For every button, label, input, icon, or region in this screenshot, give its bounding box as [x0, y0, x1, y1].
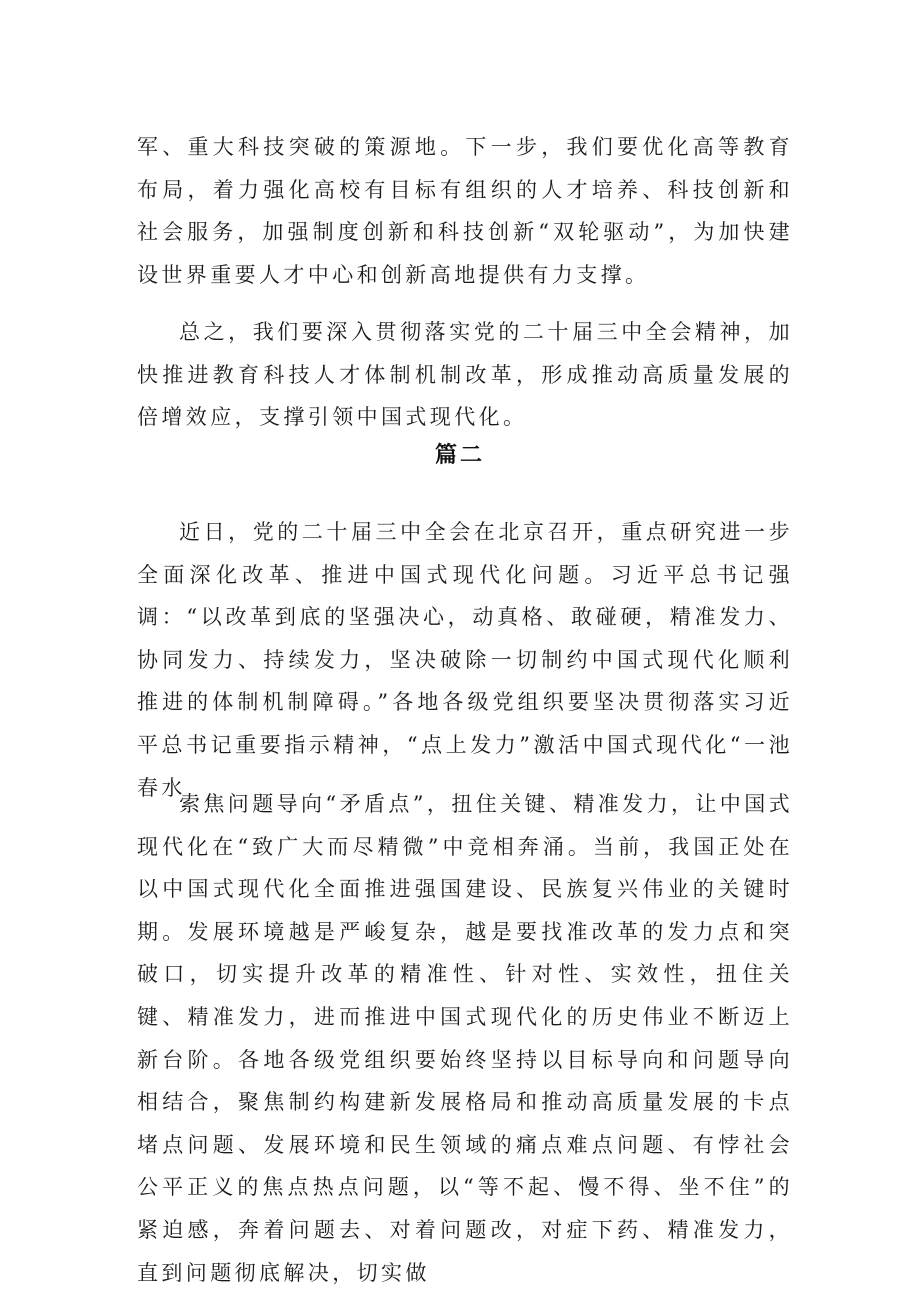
paragraph-intro: 近日，党的二十届三中全会在北京召开，重点研究进一步全面深化改革、推进中国式现代化问题。习近平总书记强调：“以改革到底的坚强决心，动真格、敢碰硬，精准发力、协同发力、持续发力，坚决破除一切制约中国式现代化顺利推进的体制机制障碍。”各地各级党组织要坚决贯彻落实习近平总书记重要指示精神，“点上发力”激活中国式现代化“一池春水 [137, 520, 793, 800]
paragraph-conclusion: 总之，我们要深入贯彻落实党的二十届三中全会精神，加快推进教育科技人才体制机制改革，形成推动高质量发展的倍增效应，支撑引领中国式现代化。 [137, 320, 793, 430]
paragraph-body: 索焦问题导向“矛盾点”，扭住关键、精准发力，让中国式现代化在“致广大而尽精微”中竞相奔涌。当前，我国正处在以中国式现代化全面推进强国建设、民族复兴伟业的关键时期。发展环境越是严峻复杂，越是要找准改革的发力点和突破口，切实提升改革的精准性、针对性、实效性，扭住关键、精准发力，进而推进中国式现代化的历史伟业不断迈上新台阶。各地各级党组织要始终坚持以目标导向和问题导向相结合，聚焦制约构建新发展格局和推动高质量发展的卡点堵点问题、发展环境和民生领域的痛点难点问题、有悖社会公平正义的焦点热点问题，以“等不起、慢不得、坐不住”的紧迫感，奔着问题去、对着问题改，对症下药、精准发力，直到问题彻底解决，切实做 [137, 792, 793, 1285]
paragraph-continuation: 军、重大科技突破的策源地。下一步，我们要优化高等教育布局，着力强化高校有目标有组织的人才培养、科技创新和社会服务，加强制度创新和科技创新“双轮驱动”，为加快建设世界重要人才中心和创新高地提供有力支撑。 [137, 135, 793, 287]
section-heading: 篇二 [434, 443, 485, 468]
